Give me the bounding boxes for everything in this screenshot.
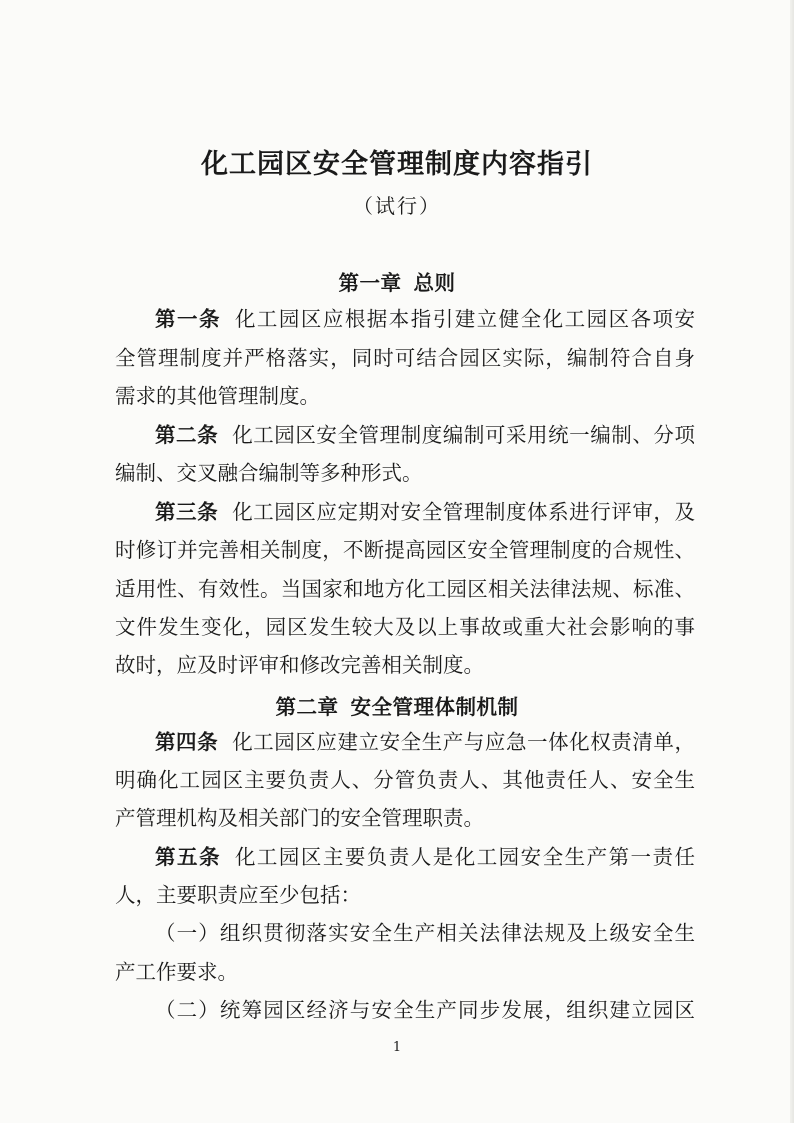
chapter-heading-2 bbox=[0, 690, 794, 720]
chapter-name: 总则 bbox=[413, 271, 456, 295]
article-3-line-1 bbox=[155, 499, 695, 525]
article-text: 化工园区主要负责人是化工园安全生产第一责任 bbox=[234, 845, 695, 869]
article-4-line-1 bbox=[155, 729, 695, 755]
article-text: 化工园区应定期对安全管理制度体系进行评审，及 bbox=[232, 500, 695, 524]
article-3-line-5: 故时，应及时评审和修改完善相关制度。 bbox=[115, 653, 484, 677]
article-text: 化工园区应根据本指引建立健全化工园区各项安 bbox=[234, 307, 695, 331]
article-2-line-2: 编制、交叉融合编制等多种形式。 bbox=[115, 461, 423, 485]
article-5-line-1 bbox=[155, 844, 695, 870]
article-1-line-2: 全管理制度并严格落实，同时可结合园区实际，编制符合自身 bbox=[115, 346, 695, 370]
article-1-line-1 bbox=[155, 306, 695, 332]
article-label: 第三条 bbox=[155, 500, 219, 524]
document-subtitle: （试行） bbox=[353, 194, 441, 218]
scan-edge bbox=[790, 0, 794, 1123]
chapter-number: 第二章 bbox=[275, 695, 339, 719]
article-1-line-3: 需求的其他管理制度。 bbox=[115, 384, 320, 408]
article-5-line-2: 人，主要职责应至少包括： bbox=[115, 883, 361, 907]
page-number: 1 bbox=[392, 1040, 402, 1055]
article-text: 化工园区应建立安全生产与应急一体化权责清单， bbox=[232, 730, 695, 754]
item-1-line-2: 产工作要求。 bbox=[115, 960, 238, 984]
article-4-line-3: 产管理机构及相关部门的安全管理职责。 bbox=[115, 806, 484, 830]
item-1-line-1: （一）组织贯彻落实安全生产相关法律法规及上级安全生 bbox=[155, 921, 695, 945]
article-text: 化工园区安全管理制度编制可采用统一编制、分项 bbox=[232, 423, 695, 447]
article-3-line-3: 适用性、有效性。当国家和地方化工园区相关法律法规、标准、 bbox=[115, 577, 695, 601]
article-label: 第五条 bbox=[155, 845, 221, 869]
chapter-heading-1 bbox=[0, 266, 794, 296]
article-label: 第四条 bbox=[155, 730, 219, 754]
article-2-line-1 bbox=[155, 422, 695, 448]
article-3-line-4: 文件发生变化，园区发生较大及以上事故或重大社会影响的事 bbox=[115, 615, 695, 639]
article-3-line-2: 时修订并完善相关制度，不断提高园区安全管理制度的合规性、 bbox=[115, 538, 695, 562]
chapter-number: 第一章 bbox=[338, 271, 402, 295]
article-4-line-2: 明确化工园区主要负责人、分管负责人、其他责任人、安全生 bbox=[115, 768, 695, 792]
chapter-name: 安全管理体制机制 bbox=[350, 695, 519, 719]
document-title: 化工园区安全管理制度内容指引 bbox=[201, 149, 593, 180]
item-2-line-1: （二）统筹园区经济与安全生产同步发展，组织建立园区 bbox=[155, 998, 695, 1022]
article-label: 第二条 bbox=[155, 423, 219, 447]
article-label: 第一条 bbox=[155, 307, 221, 331]
